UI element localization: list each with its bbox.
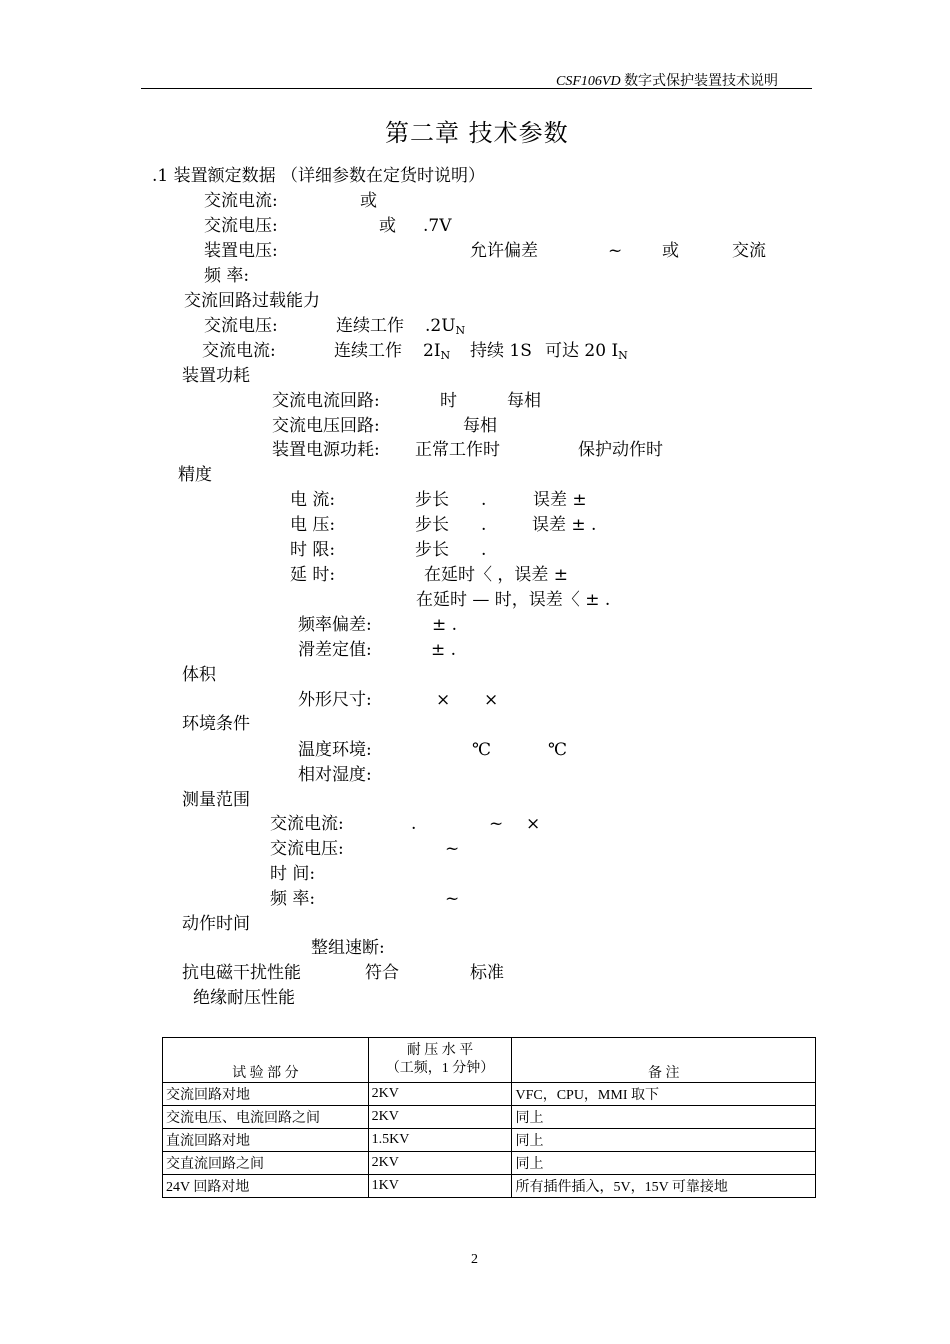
cell-remark: VFC，CPU，MMI 取下 (512, 1083, 816, 1106)
cell-level: 2KV (368, 1083, 512, 1106)
power-current-when: 时 (440, 391, 457, 411)
emc-title: 抗电磁干扰性能 (182, 963, 301, 983)
accuracy-delay-line-a: 在延时〈 ，误差 ± (424, 565, 569, 585)
insulation-table (162, 1037, 816, 1198)
overload-current-continuous: 连续工作 (334, 341, 402, 361)
power-supply-trip: 保护动作时 (578, 440, 663, 460)
header-withstand-note: （工频，1 分钟） (385, 1061, 495, 1076)
device-voltage-tolerance: 允许偏差 (470, 241, 538, 261)
cell-part: 直流回路对地 (163, 1129, 369, 1152)
accuracy-delay-label: 延 时: (290, 565, 336, 585)
overload-current-duration: 持续 1S (470, 341, 532, 361)
range-title: 测量范围 (182, 790, 250, 810)
table-row (163, 1152, 816, 1175)
overload-current-value: $2I_N$ (423, 341, 451, 362)
cell-level: 2KV (368, 1152, 512, 1175)
overload-current-max: 可达 20 $I_N$ (545, 341, 628, 362)
header-title: 数字式保护装置技术说明 (624, 74, 779, 89)
header-model: CSF106VD (556, 74, 621, 89)
table-row (163, 1106, 816, 1129)
accuracy-title: 精度 (178, 465, 212, 485)
power-current-label: 交流电流回路: (272, 391, 380, 411)
header-rule (141, 88, 812, 89)
running-header (556, 70, 778, 90)
power-current-phase: 每相 (507, 391, 541, 411)
environment-title: 环境条件 (182, 714, 250, 734)
accuracy-current-dot: . (481, 490, 487, 510)
power-supply-normal: 正常工作时 (415, 440, 500, 460)
accuracy-slip-label: 滑差定值: (298, 640, 372, 660)
insulation-title: 绝缘耐压性能 (193, 988, 295, 1008)
range-time-label: 时 间: (270, 864, 316, 884)
table-header-row (163, 1038, 816, 1083)
emc-standard: 标准 (470, 963, 504, 983)
device-voltage-or: 或 (662, 241, 679, 261)
overload-voltage-value: $.2U_N$ (425, 316, 466, 337)
accuracy-current-step: 步长 (415, 490, 449, 510)
overload-voltage-label: 交流电压: (204, 316, 278, 336)
ac-current-label: 交流电流: (204, 191, 278, 211)
power-voltage-label: 交流电压回路: (272, 416, 380, 436)
range-current-label: 交流电流: (270, 814, 344, 834)
volume-times-2: × (484, 690, 499, 710)
environment-temp-label: 温度环境: (298, 740, 372, 760)
overload-current-label: 交流电流: (202, 341, 276, 361)
volume-times-1: × (436, 690, 451, 710)
operating-time-title: 动作时间 (182, 914, 250, 934)
volume-title: 体积 (182, 665, 216, 685)
accuracy-slip-value: ± . (431, 640, 457, 660)
ac-voltage-value: .7V (423, 216, 452, 236)
ac-voltage-or: 或 (379, 216, 396, 236)
accuracy-current-error: 误差 ± (533, 490, 587, 510)
cell-part: 交流回路对地 (163, 1083, 369, 1106)
accuracy-delay-line-b: 在延时 — 时，误差〈 ± . (416, 590, 611, 610)
range-current-dot: . (411, 814, 417, 834)
device-voltage-label: 装置电压: (204, 241, 278, 261)
cell-part: 交直流回路之间 (163, 1152, 369, 1175)
environment-humidity-label: 相对湿度: (298, 765, 372, 785)
environment-celsius-2: ℃ (548, 740, 568, 760)
accuracy-freq-value: ± . (432, 615, 458, 635)
accuracy-current-label: 电 流: (290, 490, 336, 510)
range-voltage-label: 交流电压: (270, 839, 344, 859)
header-withstand-title: 耐 压 水 平 (406, 1043, 474, 1058)
chapter-title: 第二章 技术参数 (385, 119, 569, 147)
accuracy-voltage-error: 误差 ± . (532, 515, 597, 535)
cell-level: 2KV (368, 1106, 512, 1129)
section-rated-data: .1 装置额定数据 （详细参数在定货时说明） (152, 166, 486, 186)
header-remarks: 备 注 (512, 1038, 816, 1083)
ac-current-or: 或 (360, 191, 377, 211)
accuracy-voltage-step: 步长 (415, 515, 449, 535)
range-voltage-tilde: ~ (445, 839, 460, 859)
accuracy-voltage-label: 电 压: (290, 515, 336, 535)
ac-voltage-label: 交流电压: (204, 216, 278, 236)
emc-comply: 符合 (365, 963, 399, 983)
range-freq-tilde: ~ (445, 889, 460, 909)
power-title: 装置功耗 (182, 366, 250, 386)
table-row (163, 1129, 816, 1152)
accuracy-time-label: 时 限: (290, 540, 336, 560)
volume-dimension-label: 外形尺寸: (298, 690, 372, 710)
power-voltage-phase: 每相 (463, 416, 497, 436)
range-current-times: × (526, 814, 541, 834)
overload-voltage-continuous: 连续工作 (336, 316, 404, 336)
accuracy-time-step: 步长 (415, 540, 449, 560)
cell-part: 24V 回路对地 (163, 1175, 369, 1198)
accuracy-freq-label: 频率偏差: (298, 615, 372, 635)
header-withstand-level (368, 1038, 512, 1083)
overload-title: 交流回路过载能力 (184, 291, 320, 311)
cell-remark: 同上 (512, 1152, 816, 1175)
table-row (163, 1175, 816, 1198)
accuracy-time-dot: . (481, 540, 487, 560)
cell-remark: 所有插件插入，5V，15V 可靠接地 (512, 1175, 816, 1198)
device-voltage-tilde: ~ (608, 241, 623, 261)
accuracy-voltage-dot: . (481, 515, 487, 535)
range-freq-label: 频 率: (270, 889, 316, 909)
cell-remark: 同上 (512, 1106, 816, 1129)
cell-level: 1KV (368, 1175, 512, 1198)
environment-celsius-1: ℃ (472, 740, 492, 760)
device-voltage-ac: 交流 (732, 241, 766, 261)
header-test-part: 试 验 部 分 (163, 1038, 369, 1083)
page-number: 2 (471, 1252, 478, 1267)
range-current-tilde: ~ (489, 814, 504, 834)
cell-remark: 同上 (512, 1129, 816, 1152)
table-row (163, 1083, 816, 1106)
frequency-label: 频 率: (204, 266, 250, 286)
cell-part: 交流电压、电流回路之间 (163, 1106, 369, 1129)
cell-level: 1.5KV (368, 1129, 512, 1152)
operating-time-label: 整组速断: (311, 938, 385, 958)
power-supply-label: 装置电源功耗: (272, 440, 380, 460)
